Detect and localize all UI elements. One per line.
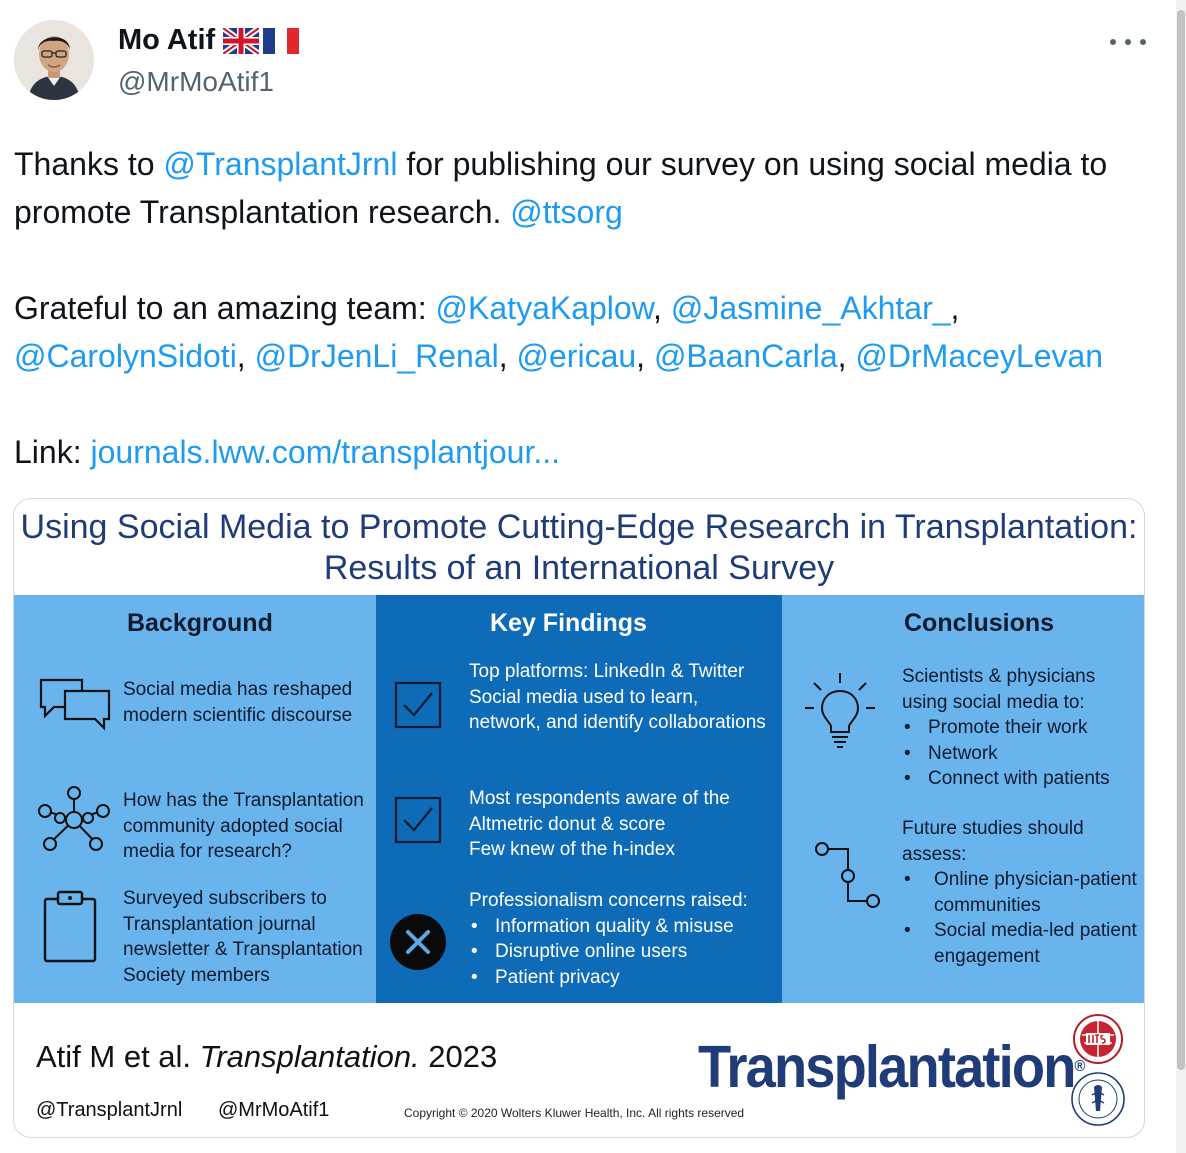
conclusion-1-list <box>902 715 1142 792</box>
background-heading: Background <box>127 609 273 637</box>
background-panel <box>14 595 376 1003</box>
link-label: Link: <box>14 434 91 470</box>
background-item-3: Surveyed subscribers to Transplantation journal newsletter & Transplantation Society members <box>123 888 363 986</box>
brand-text: Transplantation <box>698 1034 1075 1100</box>
transplantation-logo <box>698 1033 1085 1101</box>
tweet-paragraph-2 <box>14 284 1164 380</box>
dot-icon <box>1125 39 1131 45</box>
mention-team-member[interactable]: @DrMaceyLevan <box>855 338 1104 374</box>
mention-team-member[interactable]: @KatyaKaplow <box>435 290 654 326</box>
mention-team-member[interactable]: @DrJenLi_Renal <box>254 338 499 374</box>
conclusion-2 <box>902 816 1142 969</box>
key-finding-2-line-1: Most respondents aware of the Altmetric donut & score <box>469 788 730 835</box>
avatar[interactable] <box>14 20 94 100</box>
citation <box>36 1039 497 1075</box>
clipboard-icon <box>42 889 98 965</box>
display-name-text: Mo Atif <box>118 24 216 56</box>
pathway-icon <box>814 841 880 915</box>
separator: , <box>837 338 856 374</box>
united-kingdom-flag-icon <box>223 28 259 54</box>
x-circle-icon <box>389 913 447 971</box>
conclusions-heading: Conclusions <box>904 609 1055 637</box>
separator: , <box>653 290 671 326</box>
key-finding-1-line-1: Top platforms: LinkedIn & Twitter <box>469 661 745 682</box>
tts-seal-icon <box>1072 1013 1124 1065</box>
key-finding-3-list <box>469 914 774 991</box>
title-line-1: Using Social Media to Promote Cutting-Edge Research in Transplantation: <box>20 508 1138 546</box>
author-handle[interactable]: @MrMoAtif1 <box>118 66 274 97</box>
background-item-2: How has the Transplantation community adopted social media for research? <box>123 790 364 862</box>
tweet-paragraph-3 <box>14 428 1164 476</box>
footer-handle-author: @MrMoAtif1 <box>218 1099 330 1121</box>
conclusion-2-heading: Future studies should assess: <box>902 818 1084 865</box>
mention-team-member[interactable]: @CarolynSidoti <box>14 338 237 374</box>
key-finding-2 <box>469 786 769 863</box>
citation-year: 2023 <box>419 1039 498 1074</box>
tweet-media-infographic[interactable] <box>13 498 1145 1138</box>
france-flag-icon <box>263 28 299 54</box>
separator: , <box>236 338 255 374</box>
list-item: • Online physician-patient communities <box>902 867 1142 918</box>
background-item-1: Social media has reshaped modern scientific discourse <box>123 679 353 726</box>
footer-handle-journal: @TransplantJrnl <box>36 1099 183 1121</box>
list-item: • Connect with patients <box>902 766 1142 792</box>
citation-journal: Transplantation. <box>199 1039 420 1074</box>
mention-team-member[interactable]: @ericau <box>516 338 637 374</box>
key-findings-heading: Key Findings <box>490 609 647 637</box>
display-name[interactable] <box>118 24 299 57</box>
key-finding-1 <box>469 659 774 736</box>
checkbox-checked-icon <box>394 796 442 844</box>
network-nodes-icon <box>36 785 112 855</box>
title-line-2: Results of an International Survey <box>323 549 835 587</box>
key-findings-panel <box>376 595 782 1003</box>
more-options-button[interactable] <box>1110 32 1146 52</box>
separator: , <box>498 338 517 374</box>
infographic-title <box>14 507 1144 589</box>
scrollbar-thumb[interactable] <box>1177 10 1185 1070</box>
list-item: • Patient privacy <box>469 965 774 991</box>
conclusion-2-list <box>902 867 1142 969</box>
society-seal-icon <box>1070 1071 1126 1127</box>
list-item: • Promote their work <box>902 715 1142 741</box>
tweet-text-segment: Thanks to <box>14 146 164 182</box>
mention-team-member[interactable]: @BaanCarla <box>653 338 838 374</box>
conclusion-1 <box>902 664 1142 792</box>
copyright-notice: Copyright © 2020 Wolters Kluwer Health, Inc. All rights reserved <box>404 1106 745 1120</box>
tweet-text-segment: for publishing our survey on using social media to promote Transplantation research. <box>14 146 1108 230</box>
separator: , <box>636 338 654 374</box>
flags <box>223 28 299 54</box>
list-item: • Information quality & misuse <box>469 914 774 940</box>
list-item: • Social media-led patient engagement <box>902 918 1142 969</box>
separator: , <box>950 290 960 326</box>
page-scrollbar[interactable] <box>1176 0 1186 1153</box>
citation-authors: Atif M et al. <box>36 1039 200 1074</box>
avatar-portrait-icon <box>14 20 94 100</box>
mention-transplantjrnl[interactable]: @TransplantJrnl <box>163 146 398 182</box>
list-item: • Disruptive online users <box>469 939 774 965</box>
registered-mark: ® <box>1074 1058 1086 1075</box>
checkbox-checked-icon <box>394 681 442 729</box>
key-finding-2-line-2: Few knew of the h-index <box>469 839 675 860</box>
speech-bubbles-icon <box>38 677 112 731</box>
lightbulb-icon <box>804 671 876 751</box>
dot-icon <box>1140 39 1146 45</box>
mention-ttsorg[interactable]: @ttsorg <box>510 194 623 230</box>
key-finding-3 <box>469 888 774 990</box>
journal-link[interactable]: journals.lww.com/transplantjour... <box>90 434 561 470</box>
conclusion-1-heading: Scientists & physicians using social media to: <box>902 666 1096 713</box>
mention-team-member[interactable]: @Jasmine_Akhtar_ <box>670 290 951 326</box>
key-finding-3-heading: Professionalism concerns raised: <box>469 890 748 911</box>
tweet-text-segment: Grateful to an amazing team: <box>14 290 436 326</box>
list-item: • Network <box>902 741 1142 767</box>
tweet-text <box>14 140 1164 476</box>
conclusions-panel <box>782 595 1144 1003</box>
key-finding-1-line-2: Social media used to learn, network, and identify collaborations <box>469 686 766 733</box>
dot-icon <box>1110 39 1116 45</box>
tweet-paragraph-1 <box>14 140 1164 236</box>
